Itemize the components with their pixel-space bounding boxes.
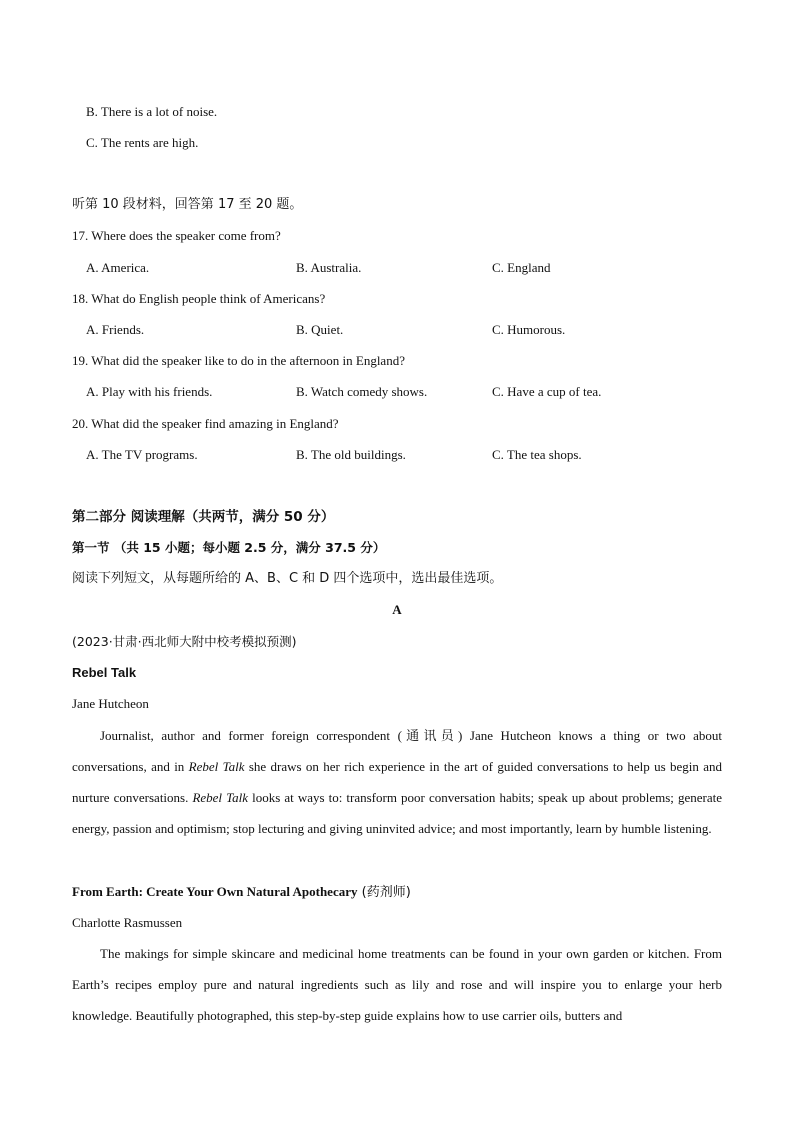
q17-option-a: A. America.	[86, 260, 150, 275]
question-19: 19. What did the speaker like to do in the afternoon in England?	[72, 353, 405, 368]
passage-letter: A	[392, 602, 402, 617]
book-2-title-note: (药剂师)	[357, 885, 411, 900]
book-1-text-3: looks at ways to: transform poor conversation habits; speak up about problems; generate energy, passion and optimism; stop lecturing and giving uninvited advice; and most importantly, learn by humble listening.	[72, 790, 722, 836]
book-2-title-main: From Earth	[72, 884, 139, 899]
q19-option-b: B. Watch comedy shows.	[296, 384, 428, 399]
question-17: 17. Where does the speaker come from?	[72, 228, 281, 243]
book-1-author: Jane Hutcheon	[72, 696, 149, 711]
part-2-heading: 第二部分 阅读理解（共两节，满分 50 分）	[72, 509, 335, 525]
book-1-text-title-ref: Rebel Talk	[188, 759, 245, 774]
q20-option-a: A. The TV programs.	[86, 447, 198, 462]
book-1-text-2: she draws on her rich experience in the art of guided conversations to help us begin and nurture conversations.	[72, 759, 722, 805]
book-1-text-1: Journalist, author and former foreign correspondent (通讯员) Jane Hutcheon knows a thing or two about conversations, and in	[72, 728, 722, 774]
book-1-title: Rebel Talk	[72, 665, 137, 680]
book-2-title-rest: : Create Your Own Natural Apothecary	[138, 884, 358, 899]
q18-option-a: A. Friends.	[86, 322, 145, 337]
section-10-intro: 听第 10 段材料，回答第 17 至 20 题。	[72, 197, 303, 212]
book-2-author: Charlotte Rasmussen	[72, 915, 183, 930]
q19-option-a: A. Play with his friends.	[86, 384, 213, 399]
prev-option-b: B. There is a lot of noise.	[86, 104, 218, 119]
q18-option-b: B. Quiet.	[296, 322, 344, 337]
book-2-title	[72, 883, 411, 902]
q17-option-b: B. Australia.	[296, 260, 362, 275]
question-18: 18. What do English people think of Americans?	[72, 291, 326, 306]
book-1-description	[72, 720, 722, 844]
book-2-description: The makings for simple skincare and medicinal home treatments can be found in your own garden or kitchen. From Earth’s recipes employ pure and natural ingredients such as lily and rose and will inspire you to enlarge your herb knowledge. Beautifully photographed, this step-by-step guide explains how to use carrier oils, butters and	[72, 946, 722, 1023]
prev-option-c: C. The rents are high.	[86, 135, 199, 150]
q19-option-c: C. Have a cup of tea.	[492, 384, 602, 399]
passage-source: (2023·甘肃·西北师大附中校考模拟预测)	[72, 634, 297, 649]
book-1-text-title-ref-2: Rebel Talk	[192, 790, 249, 805]
section-1-heading: 第一节 （共 15 小题；每小题 2.5 分，满分 37.5 分）	[72, 540, 386, 555]
reading-instruction: 阅读下列短文，从每题所给的 A、B、C 和 D 四个选项中，选出最佳选项。	[72, 571, 503, 586]
q17-option-c: C. England	[492, 260, 551, 275]
q20-option-b: B. The old buildings.	[296, 447, 406, 462]
q20-option-c: C. The tea shops.	[492, 447, 582, 462]
q18-option-c: C. Humorous.	[492, 322, 566, 337]
question-20: 20. What did the speaker find amazing in England?	[72, 416, 339, 431]
